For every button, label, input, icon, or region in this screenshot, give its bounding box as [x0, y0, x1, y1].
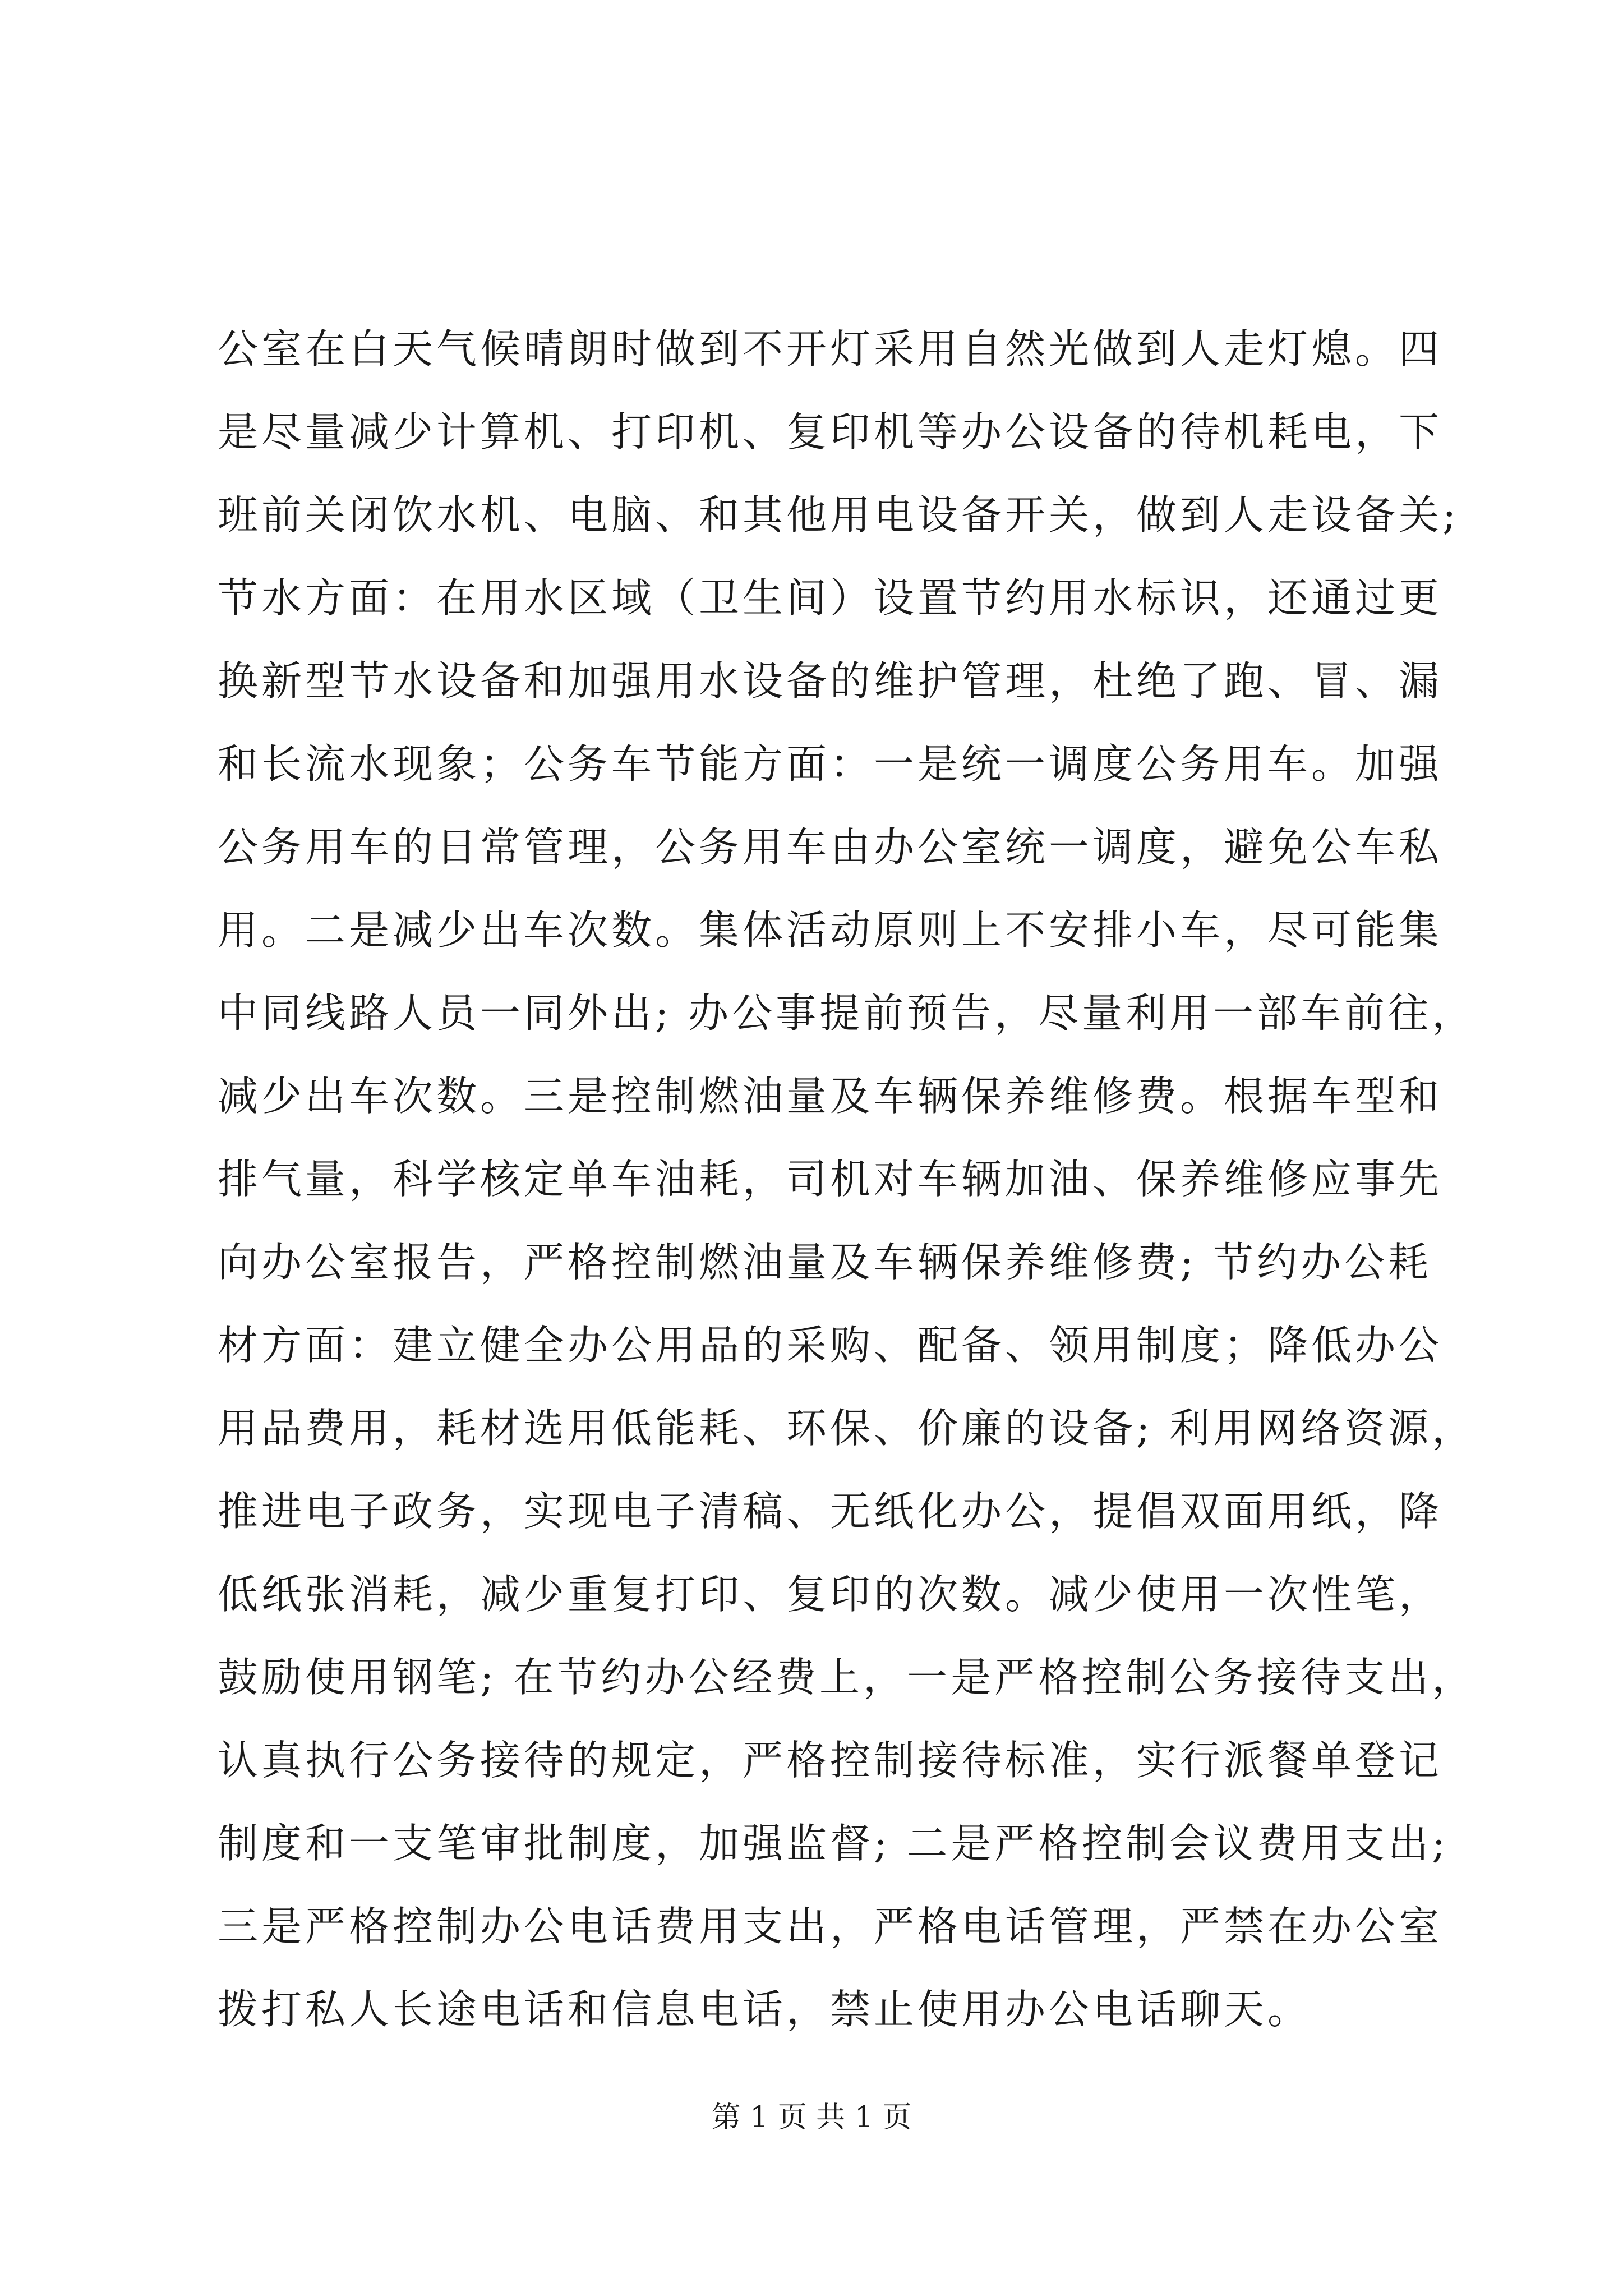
- text-line: 低纸张消耗，减少重复打印、复印的次数。减少使用一次性笔，: [218, 1571, 1443, 1618]
- text-line: 用。二是减少出车次数。集体活动原则上不安排小车，尽可能集: [218, 907, 1443, 954]
- document-body: [218, 307, 1476, 2051]
- text-line: 是尽量减少计算机、打印机、复印机等办公设备的待机耗电，下: [218, 408, 1443, 455]
- page-number-footer: 第 1 页 共 1 页: [711, 2101, 912, 2134]
- text-line: 减少出车次数。三是控制燃油量及车辆保养维修费。根据车型和: [218, 1073, 1443, 1120]
- text-line: 制度和一支笔审批制度，加强监督; 二是严格控制会议费用支出;: [218, 1820, 1449, 1867]
- text-line: 鼓励使用钢笔; 在节约办公经费上，一是严格控制公务接待支出，: [218, 1654, 1476, 1701]
- text-line: 排气量，科学核定单车油耗，司机对车辆加油、保养维修应事先: [218, 1156, 1443, 1203]
- text-line: 中同线路人员一同外出; 办公事提前预告，尽量利用一部车前往，: [218, 990, 1476, 1037]
- text-line: 换新型节水设备和加强用水设备的维护管理，杜绝了跑、冒、漏: [218, 657, 1443, 705]
- text-line: 班前关闭饮水机、电脑、和其他用电设备开关，做到人走设备关;: [218, 491, 1460, 539]
- text-line: 三是严格控制办公电话费用支出，严格电话管理，严禁在办公室: [218, 1903, 1443, 1950]
- text-line: 拨打私人长途电话和信息电话，禁止使用办公电话聊天。: [218, 1986, 1312, 2033]
- text-line: 向办公室报告，严格控制燃油量及车辆保养维修费; 节约办公耗: [218, 1239, 1432, 1286]
- text-line: 节水方面：在用水区域（卫生间）设置节约用水标识，还通过更: [218, 574, 1443, 622]
- text-line: 用品费用，耗材选用低能耗、环保、价廉的设备; 利用网络资源，: [218, 1405, 1476, 1452]
- text-line: 公务用车的日常管理，公务用车由办公室统一调度，避免公车私: [218, 823, 1443, 871]
- text-line: 认真执行公务接待的规定，严格控制接待标准，实行派餐单登记: [218, 1737, 1443, 1784]
- text-line: 和长流水现象；公务车节能方面：一是统一调度公务用车。加强: [218, 740, 1443, 788]
- text-line: 公室在白天气候晴朗时做到不开灯采用自然光做到人走灯熄。四: [218, 325, 1443, 372]
- text-line: 推进电子政务，实现电子清稿、无纸化办公，提倡双面用纸，降: [218, 1488, 1443, 1535]
- text-line: 材方面：建立健全办公用品的采购、配备、领用制度；降低办公: [218, 1322, 1443, 1369]
